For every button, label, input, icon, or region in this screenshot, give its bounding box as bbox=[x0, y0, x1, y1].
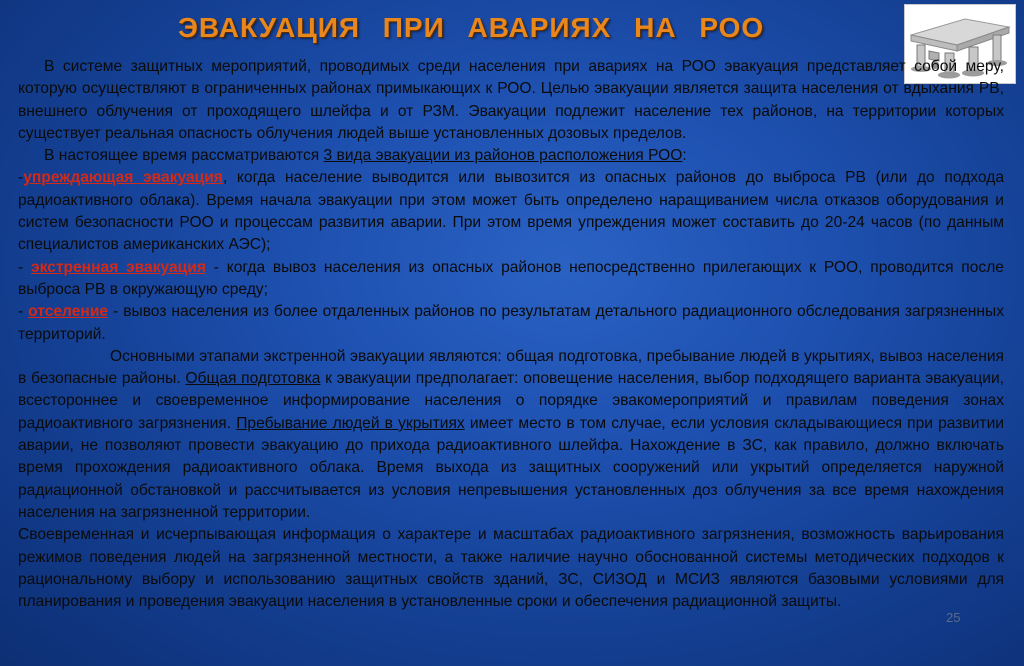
stages-text-3: имеет место в том случае, если условия складывающиеся при развитии аварии, не позволяют провести эвакуацию до прихода радиоактивного шлейфа. Нахождение в ЗС, как правило, должно включать время прохождения радиоактивного облака. Время выхода из защитных сооружений или укрытий определяется наружной радиационной обстановкой и рассчитывается из условия непревышения установленных доз облучения за все время нахождения населения на загрязненной территории. bbox=[18, 414, 1004, 521]
paragraph-intro: В системе защитных мероприятий, проводимых среди населения при авариях на РОО эвакуация представляет собой меру, которую осуществляют в ограниченных районах примыкающих к РОО. Целью эвакуации является защита населения от вдыхания РВ, внешнего облучения от проходящего шлейфа и от РЗМ. Эвакуации подлежит население тех районов, на территории которых существует реальная опасность облучения людей выше установленных дозовых пределов. bbox=[18, 58, 1004, 142]
list-item-resettlement bbox=[18, 301, 1004, 346]
main-text bbox=[18, 56, 1004, 613]
list-item-preemptive bbox=[18, 167, 1004, 256]
types-underlined: 3 вида эвакуации из районов расположения РОО bbox=[323, 147, 683, 165]
page-number: 25 bbox=[946, 610, 961, 625]
stages-text-1: Основными этапами экстренной эвакуации являются: общая подготовка, пребывание людей в укрытиях, вывоз населения в безопасные районы. bbox=[18, 347, 1004, 388]
item-text: - когда вывоз населения из опасных районов непосредственно прилегающих к РОО, проводится после выброса РВ в окружающую среду; bbox=[18, 258, 1004, 298]
list-item-emergency bbox=[18, 257, 1004, 302]
types-lead: В настоящее время рассматриваются bbox=[44, 147, 324, 165]
list-dash: - bbox=[18, 303, 29, 321]
item-text: , когда население выводится или вывозится из опасных районов до выброса РВ (или до подхода радиоактивного облака). Время начала эвакуации при этом может быть определено наращиванием числа отказов оборудования и систем безопасности РОО и процессам развития аварии. При этом время упреждения может составить до 20-24 часов (по данным специалистов американских АЭС); bbox=[18, 169, 1004, 254]
slide-title: ЭВАКУАЦИЯ ПРИ АВАРИЯХ НА РОО bbox=[178, 12, 765, 43]
list-dash: - bbox=[18, 258, 31, 276]
stages-underlined-2: Пребывание людей в укрытиях bbox=[236, 414, 465, 432]
stages-text-2: к эвакуации предполагает: оповещение населения, выбор подходящего варианта эвакуации, всестороннее и своевременное информирование населения о порядке эвакомероприятий и правилам поведения зонах радиоактивного загрязнения. bbox=[18, 370, 1004, 432]
term-preemptive: упреждающая эвакуация bbox=[23, 169, 223, 187]
term-resettlement: отселение bbox=[28, 303, 109, 321]
list-dash: - bbox=[18, 169, 24, 187]
item-text: - вывоз населения из более отдаленных районов по результатам детального радиационного обследования загрязненных территорий. bbox=[18, 303, 1004, 343]
paragraph-stages bbox=[18, 346, 1004, 524]
term-emergency: экстренная эвакуация bbox=[30, 258, 206, 276]
paragraph-types bbox=[18, 145, 1004, 167]
paragraph-conclusion: Своевременная и исчерпывающая информация о характере и масштабах радиоактивного загрязнения, возможность варьирования режимов поведения людей на загрязненной местности, а также наличие научно обоснованной системы методических подходов к рациональному выбору и использованию защитных свойств зданий, ЗС, СИЗОД и МСИЗ являются базовыми условиями для планирования и проведения эвакуации населения в установленные сроки и обеспечения радиационной защиты. bbox=[18, 526, 1004, 611]
stages-underlined-1: Общая подготовка bbox=[185, 370, 321, 388]
types-end: : bbox=[682, 147, 687, 165]
